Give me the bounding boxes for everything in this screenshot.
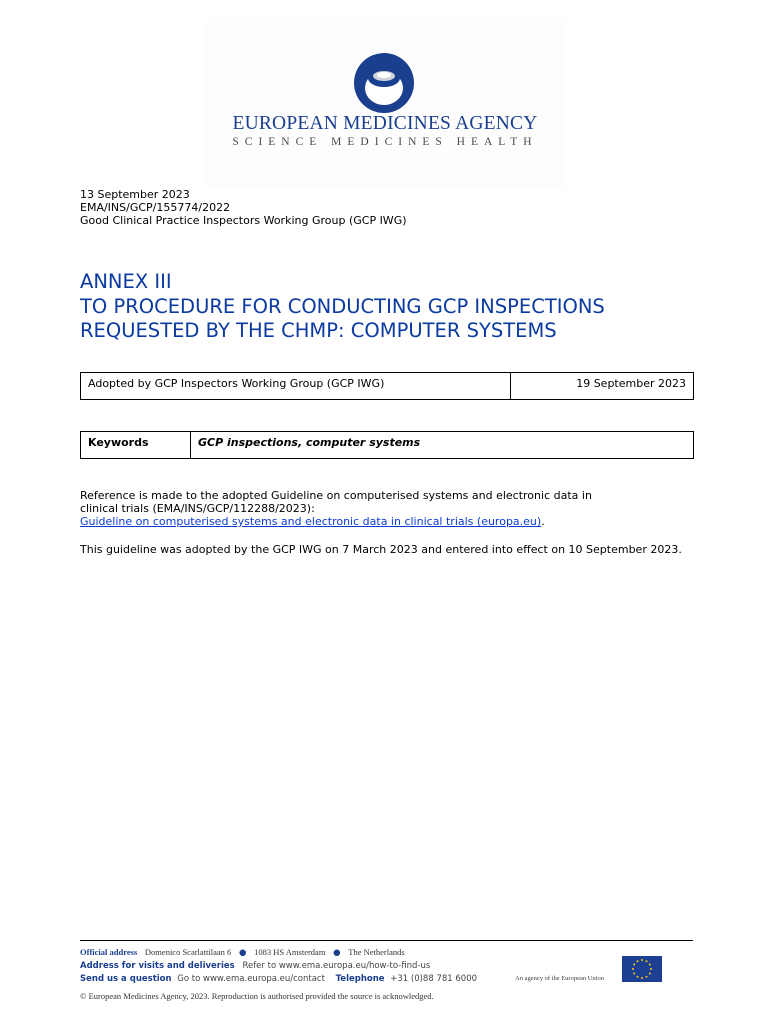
address-country: The Netherlands bbox=[348, 947, 405, 957]
adopted-date: 19 September 2023 bbox=[511, 373, 694, 400]
address-city: 1083 HS Amsterdam bbox=[254, 947, 326, 957]
visits-label: Address for visits and deliveries bbox=[80, 961, 235, 971]
footer-visits bbox=[80, 961, 430, 972]
visits-value: Refer to www.ema.europa.eu/how-to-find-us bbox=[242, 961, 431, 971]
link-suffix: . bbox=[541, 515, 545, 528]
keywords-label: Keywords bbox=[81, 432, 191, 459]
adopted-table bbox=[80, 372, 694, 400]
question-label: Send us a question bbox=[80, 974, 172, 984]
bullet-icon: ● bbox=[333, 948, 341, 958]
document-reference: EMA/INS/GCP/155774/2022 bbox=[80, 201, 231, 214]
keywords-table bbox=[80, 431, 694, 459]
adopted-label: Adopted by GCP Inspectors Working Group (GCP IWG) bbox=[81, 373, 511, 400]
phone-value: +31 (0)88 781 6000 bbox=[390, 974, 478, 984]
title-line-1: ANNEX III bbox=[80, 270, 172, 293]
ema-logo bbox=[205, 18, 565, 188]
reference-line-2: clinical trials (EMA/INS/GCP/112288/2023): bbox=[80, 502, 315, 515]
address-street: Domenico Scarlattilaan 6 bbox=[144, 947, 232, 957]
eu-agency-note: An agency of the European Union bbox=[515, 975, 604, 982]
page-title bbox=[80, 270, 605, 344]
question-value: Go to www.ema.europa.eu/contact bbox=[177, 974, 325, 984]
title-line-3: REQUESTED BY THE CHMP: COMPUTER SYSTEMS bbox=[80, 319, 557, 342]
document-group: Good Clinical Practice Inspectors Working Group (GCP IWG) bbox=[80, 214, 407, 227]
footer-official-address bbox=[80, 947, 405, 959]
agency-tagline: SCIENCE MEDICINES HEALTH bbox=[232, 136, 538, 148]
copyright-notice: © European Medicines Agency, 2023. Reproduction is authorised provided the source is acknowledged. bbox=[80, 991, 434, 1001]
phone-label: Telephone bbox=[335, 974, 385, 984]
keywords-value: GCP inspections, computer systems bbox=[191, 432, 694, 459]
footer-contact bbox=[80, 974, 477, 985]
title-line-2: TO PROCEDURE FOR CONDUCTING GCP INSPECTIONS bbox=[80, 294, 605, 318]
document-date: 13 September 2023 bbox=[80, 188, 190, 201]
guideline-link[interactable]: Guideline on computerised systems and electronic data in clinical trials (europa.eu) bbox=[80, 515, 542, 528]
ema-emblem-icon bbox=[353, 52, 415, 114]
eu-flag-icon bbox=[622, 956, 662, 982]
bullet-icon: ● bbox=[239, 948, 247, 958]
reference-line-1: Reference is made to the adopted Guideline on computerised systems and electronic data in bbox=[80, 489, 592, 502]
footer-divider bbox=[80, 940, 693, 941]
agency-name: EUROPEAN MEDICINES AGENCY bbox=[232, 113, 538, 134]
adoption-paragraph: This guideline was adopted by the GCP IWG on 7 March 2023 and entered into effect on 10 September 2023. bbox=[80, 543, 682, 556]
official-address-label: Official address bbox=[80, 947, 138, 957]
document-meta bbox=[80, 188, 407, 227]
reference-paragraph bbox=[80, 489, 694, 528]
